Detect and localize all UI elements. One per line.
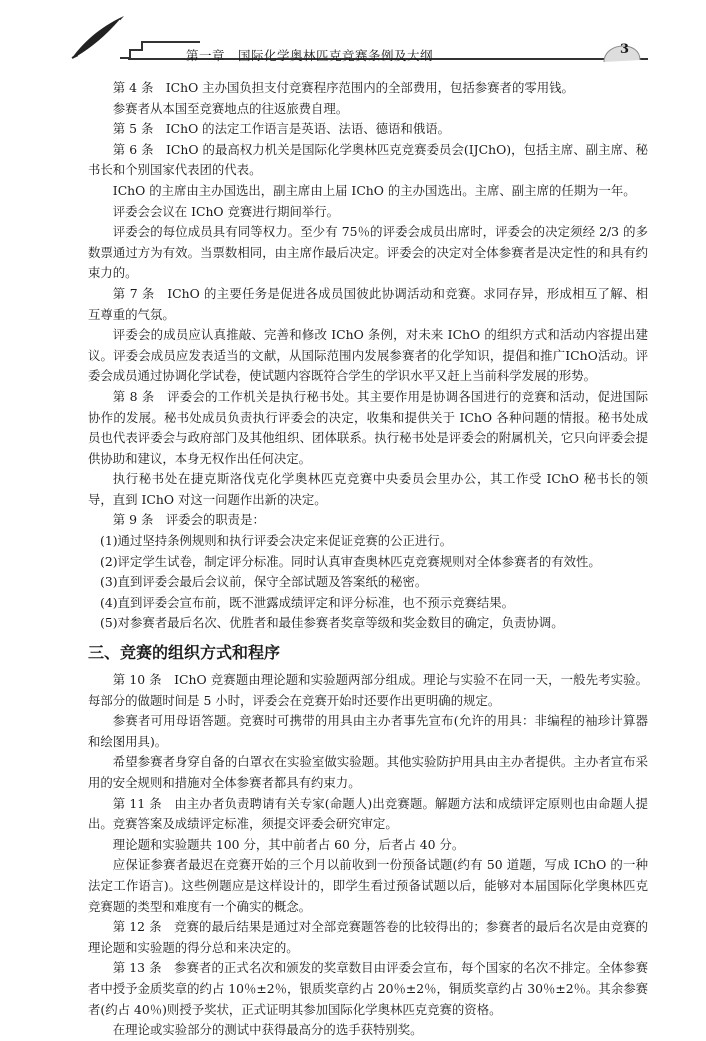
section-heading: 三、竞赛的组织方式和程序 (88, 643, 281, 663)
paragraph: 执行秘书处在捷克斯洛伐克化学奥林匹克竞赛中央委员会里办公，其工作受 IChO 秘书长的领导，直到 IChO 对这一问题作出新的决定。 (88, 471, 648, 507)
paragraph: 评委会会议在 IChO 竞赛进行期间举行。 (112, 203, 340, 219)
paragraph: 第 6 条 IChO 的最高权力机关是国际化学奥林匹克竞赛委员会(IJChO)，包括主席、副主席、秘书长和个别国家代表团的代表。 (88, 141, 648, 178)
paragraph: 第 8 条 评委会的工作机关是执行秘书处。其主要作用是协调各国进行的竞赛和活动，促进国际协作的发展。秘书处成员负责执行评委会的决定，收集和提供关于 IChO 各种问题的情报。秘书处成员也代表评委会与政府部门及其他组织、团体联系。执行秘书处是评委会的附属机关，它只向评委会提供协助和建议，本身无权作出任何决定。 (88, 388, 648, 466)
paragraph: 第 4 条 IChO 主办国负担支付竞赛程序范围内的全部费用，包括参赛者的零用钱。 (112, 80, 574, 95)
paragraph: 第 9 条 评委会的职责是： (112, 512, 265, 528)
paragraph: 参赛者可用母语答题。竞赛时可携带的用具由主办者事先宣布(允许的用具：非编程的袖珍计算器和绘图用具)。 (88, 713, 648, 749)
paragraph: 参赛者从本国至竞赛地点的往返旅费自理。 (112, 100, 349, 116)
page-body (88, 78, 648, 1041)
chapter-title: 第一章 国际化学奥林匹克竞赛条例及大纲 (186, 48, 434, 63)
list-item: (5)对参赛者最后名次、优胜者和最佳参赛者奖章等级和奖金数目的确定，负责协调。 (100, 615, 564, 631)
articles-block-top (88, 78, 648, 634)
page-header (0, 0, 706, 72)
paragraph: 应保证参赛者最迟在竞赛开始的三个月以前收到一份预备试题(约有 50 道题，写成 IChO 的一种法定工作语言)。这些例题应是这样设计的，即学生看过预备试题以后，能够对本届国际化学奥林匹克竞赛题的类型和难度有一个确实的概念。 (88, 857, 648, 914)
paragraph: 第 5 条 IChO 的法定工作语言是英语、法语、德语和俄语。 (112, 121, 450, 137)
paragraph: 第 7 条 IChO 的主要任务是促进各成员国彼此协调活动和竞赛。求同存异，形成相互了解、相互尊重的气氛。 (88, 285, 648, 322)
quill-pen-icon (68, 14, 128, 64)
paragraph: IChO 的主席由主办国选出，副主席由上届 IChO 的主办国选出。主席、副主席的任期为一年。 (112, 182, 636, 198)
list-item: (2)评定学生试卷，制定评分标准。同时认真审查奥林匹克竞赛规则对全体参赛者的有效性。 (100, 553, 601, 569)
articles-block-bottom (88, 670, 648, 1041)
paragraph: 理论题和实验题共 100 分，其中前者占 60 分，后者占 40 分。 (112, 836, 465, 852)
paragraph: 在理论或实验部分的测试中获得最高分的选手获特别奖。 (112, 1022, 423, 1038)
page-number: 3 (620, 42, 630, 57)
paragraph: 希望参赛者身穿自备的白罩衣在实验室做实验题。其他实验防护用具由主办者提供。主办者宣布采用的安全规则和措施对全体参赛者都具有约束力。 (88, 754, 648, 790)
paragraph: 评委会的每位成员具有同等权力。至少有 75％的评委会成员出席时，评委会的决定须经 2/3 的多数票通过方为有效。当票数相同，由主席作最后决定。评委会的决定对全体参赛者是决定性的和具有约束力的。 (88, 224, 648, 281)
list-item: (3)直到评委会最后会议前，保守全部试题及答案纸的秘密。 (100, 574, 428, 590)
paragraph: 第 11 条 由主办者负责聘请有关专家(命题人)出竞赛题。解题方法和成绩评定原则也由命题人提出。竞赛答案及成绩评定标准，须提交评委会研究审定。 (88, 795, 648, 832)
paragraph: 第 12 条 竞赛的最后结果是通过对全部竞赛题答卷的比较得出的；参赛者的最后名次是由竞赛的理论题和实验题的得分总和来决定的。 (88, 919, 648, 955)
list-item: (4)直到评委会宣布前，既不泄露成绩评定和评分标准，也不预示竞赛结果。 (100, 594, 515, 610)
paragraph: 评委会的成员应认真推敲、完善和修改 IChO 条例，对未来 IChO 的组织方式和活动内容提出建议。评委会成员应发表适当的文献，从国际范围内发展参赛者的化学知识，提倡和推广IChO活动。评委会成员通过协调化学试卷，使试题内容既符合学生的学识水平又赶上当前科学发展的形势。 (88, 327, 648, 384)
list-item: (1)通过坚持条例规则和执行评委会决定来促证竞赛的公正进行。 (100, 533, 453, 549)
paragraph: 第 10 条 IChO 竞赛题由理论题和实验题两部分组成。理论与实验不在同一天，一般先考实验。每部分的做题时间是 5 小时，评委会在竞赛开始时还要作出更明确的规定。 (88, 672, 648, 708)
paragraph: 第 13 条 参赛者的正式名次和颁发的奖章数目由评委会宣布，每个国家的名次不排定。全体参赛者中授予金质奖章的约占 10％±2％，银质奖章约占 20％±2％，铜质奖章约占 30％±2％。其余参赛者(约占 40％)则授予奖状，正式证明其参加国际化学奥林匹克竞赛的资格。 (88, 960, 648, 1017)
